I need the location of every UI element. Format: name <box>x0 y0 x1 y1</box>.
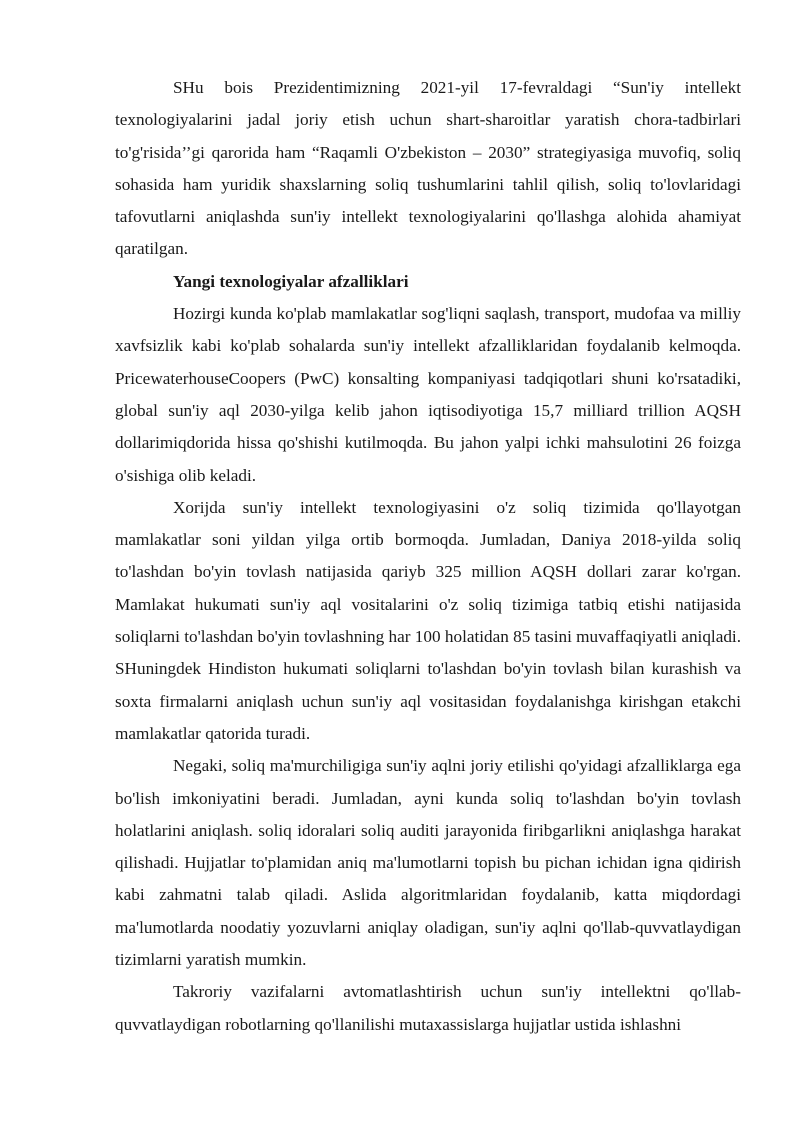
paragraph-automation: Takroriy vazifalarni avtomatlashtirish uchun sun'iy intellektni qo'llab-quvvatlaydigan robotlarning qo'llanilishi mutaxassislarga hujjatlar ustida ishlashni <box>115 982 741 1034</box>
paragraph-intro: SHu bois Prezidentimizning 2021-yil 17-fevraldagi “Sun'iy intellekt texnologiyalarini jadal joriy etish uchun shart-sharoitlar yaratish chora-tadbirlari to'g'risida’’gi qarorida ham “Raqamli O'zbekiston – 2030” strategiyasiga muvofiq, soliq sohasida ham yuridik shaxslarning soliq tushumlarini tahlil qilish, soliq to'lovlaridagi tafovutlarni aniqlashda sun'iy intellekt texnologiyalarini qo'llashga alohida ahamiyat qaratilgan. <box>115 78 741 259</box>
paragraph-global-ai: Hozirgi kunda ko'plab mamlakatlar sog'liqni saqlash, transport, mudofaa va milliy xavfsizlik kabi ko'plab sohalarda sun'iy intellekt afzalliklaridan foydalanib kelmoqda. PricewaterhouseCoopers (PwC) konsalting kompaniyasi tadqiqotlari shuni ko'rsatadiki, global sun'iy aql 2030-yilga kelib jahon iqtisodiyotiga 15,7 milliard trillion AQSH dollarimiqdorida hissa qo'shishi kutilmoqda. Bu jahon yalpi ichki mahsulotini 26 foizga o'sishiga olib keladi. <box>115 304 741 485</box>
section-heading: Yangi texnologiyalar afzalliklari <box>173 271 409 291</box>
paragraph-foreign-experience: Xorijda sun'iy intellekt texnologiyasini o'z soliq tizimida qo'llayotgan mamlakatlar soni yildan yilga ortib bormoqda. Jumladan, Daniya 2018-yilda soliq to'lashdan bo'yin tovlash natijasida qariyb 325 million AQSH dollari zarar ko'rgan. Mamlakat hukumati sun'iy aql vositalarini o'z soliq tizimiga tatbiq etishi natijasida soliqlarni to'lashdan bo'yin tovlashning har 100 holatidan 85 tasini muvaffaqiyatli aniqladi. SHuningdek Hindiston hukumati soliqlarni to'lashdan bo'yin tovlash bilan kurashish va soxta firmalarni aniqlash uchun sun'iy aql vositasidan foydalanishga kirishgan etakchi mamlakatlar qatorida turadi. <box>115 497 741 743</box>
document-page <box>115 72 741 1041</box>
paragraph-advantages: Negaki, soliq ma'murchiligiga sun'iy aqlni joriy etilishi qo'yidagi afzalliklarga ega bo'lish imkoniyatini beradi. Jumladan, ayni kunda soliq to'lashdan bo'yin tovlash holatlarini aniqlash. soliq idoralari soliq auditi jarayonida firibgarlikni aniqlashga harakat qilishadi. Hujjatlar to'plamidan aniq ma'lumotlarni topish bu pichan ichidan igna qidirish kabi zahmatni talab qiladi. Aslida algoritmlaridan foydalanib, katta miqdordagi ma'lumotlarda noodatiy yozuvlarni aniqlay oladigan, sun'iy aqlni qo'llab-quvvatlaydigan tizimlarni yaratish mumkin. <box>115 756 741 970</box>
